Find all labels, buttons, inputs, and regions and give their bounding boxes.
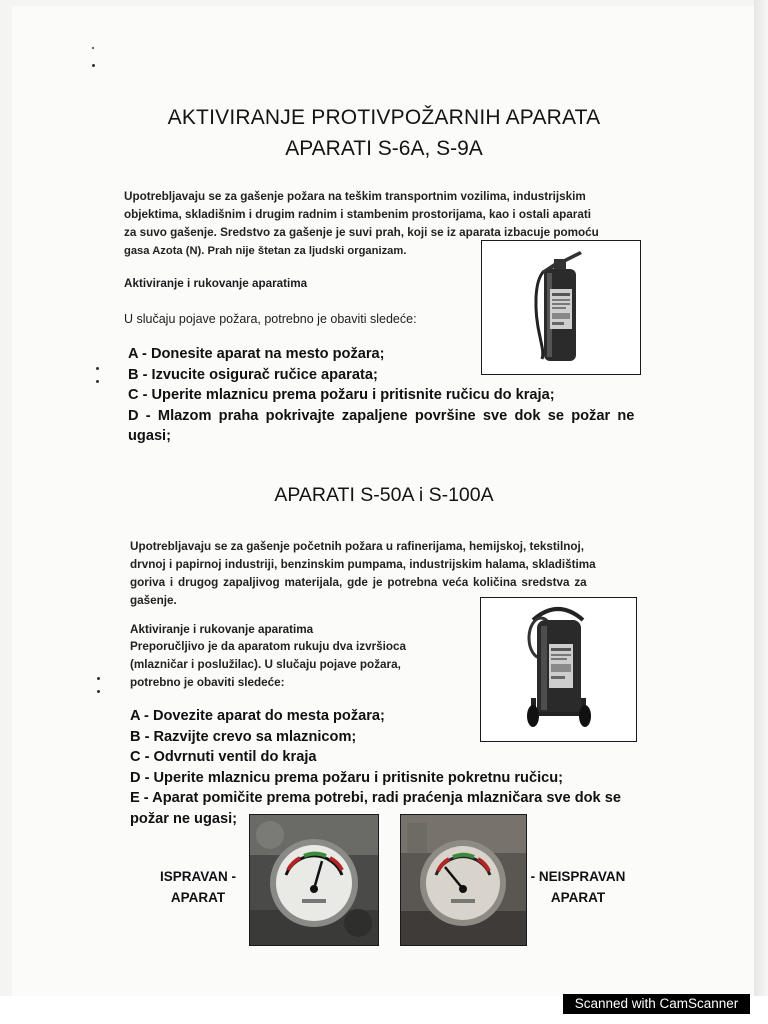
wheeled-extinguisher-icon	[481, 598, 636, 741]
body-line: potrebno je obaviti sledeće:	[130, 676, 285, 689]
intro-line: Upotrebljavaju se za gašenje početnih požara u rafinerijama, hemijskoj, tekstilnoj,	[130, 540, 584, 553]
body-line: Preporučljivo je da aparatom rukuju dva izvršioca	[130, 640, 407, 653]
binder-dot	[96, 367, 99, 370]
intro-line: objektima, skladišnim i drugim radnim i stambenim prostorijama, kao i ostali aparati	[124, 208, 591, 221]
section1-title: APARATI S-6A, S-9A	[285, 137, 483, 160]
step-item: D - Uperite mlaznicu prema požaru i pritisnite pokretnu ručicu;	[130, 769, 564, 786]
step-item: A - Donesite aparat na mesto požara;	[128, 346, 385, 362]
step-item: E - Aparat pomičite prema potrebi, radi praćenja mlazničara sve dok se	[130, 790, 621, 806]
pressure-gauge-icon	[401, 815, 526, 945]
intro-line: drvnoj i papirnoj industriji, benzinskim pumpama, industrijskim halama, skladištima	[130, 558, 596, 571]
intro-line: goriva i drugog zapaljivog materijala, gde je potrebna veća količina sredstva za	[130, 576, 587, 589]
correct-gauge-label	[148, 866, 248, 908]
step-item: C - Odvrnuti ventil do kraja	[130, 749, 317, 765]
binder-dot	[97, 690, 100, 693]
section1-subheading: Aktiviranje i rukovanje aparatima	[124, 277, 308, 290]
step-item: požar ne ugasi;	[130, 810, 238, 827]
fire-extinguisher-icon	[482, 241, 640, 374]
step-item: C - Uperite mlaznicu prema požaru i pritisnite ručicu do kraja;	[128, 387, 555, 403]
section1-lead: U slučaju pojave požara, potrebno je obaviti sledeće:	[124, 312, 417, 326]
label-line: APARAT	[170, 890, 226, 905]
binder-dot	[92, 64, 95, 67]
step-item: ugasi;	[128, 428, 171, 444]
binder-dot	[97, 677, 100, 680]
step-item: B - Razvijte crevo sa mlaznicom;	[130, 728, 357, 745]
step-item: D - Mlazom praha pokrivajte zapaljene površine sve dok se požar ne	[128, 407, 635, 424]
faulty-gauge-photo	[400, 814, 527, 946]
document-title: AKTIVIRANJE PROTIVPOŽARNIH APARATA	[167, 106, 601, 129]
handheld-extinguisher-photo	[481, 240, 641, 375]
intro-line: gasa Azota (N). Prah nije štetan za ljudski organizam.	[124, 245, 407, 257]
section2-subheading: Aktiviranje i rukovanje aparatima	[130, 623, 314, 636]
intro-line: za suvo gašenje. Sredstvo za gašenje je suvi prah, koji se iz aparata izbacuje pomoću	[124, 226, 599, 239]
body-line: (mlazničar i poslužilac). U slučaju pojave požara,	[130, 658, 401, 671]
step-item: A - Dovezite aparat do mesta požara;	[130, 708, 385, 724]
intro-line: gašenje.	[130, 594, 177, 607]
wheeled-extinguisher-photo	[480, 597, 637, 742]
binder-dot	[92, 47, 94, 49]
section2-body	[130, 638, 460, 692]
binder-dot	[96, 380, 99, 383]
faulty-gauge-label	[530, 866, 626, 908]
correct-gauge-photo	[249, 814, 379, 946]
label-line: APARAT	[550, 890, 606, 905]
camscanner-watermark: Scanned with CamScanner	[563, 994, 750, 1014]
intro-line: Upotrebljavaju se za gašenje požara na teškim transportnim vozilima, industrijskim	[124, 190, 586, 203]
label-line: - NEISPRAVAN	[530, 869, 626, 884]
pressure-gauge-icon	[250, 815, 378, 945]
step-item: B - Izvucite osigurač ručice aparata;	[128, 366, 378, 383]
label-line: ISPRAVAN -	[159, 869, 236, 884]
section2-title: APARATI S-50A i S-100A	[274, 484, 494, 506]
